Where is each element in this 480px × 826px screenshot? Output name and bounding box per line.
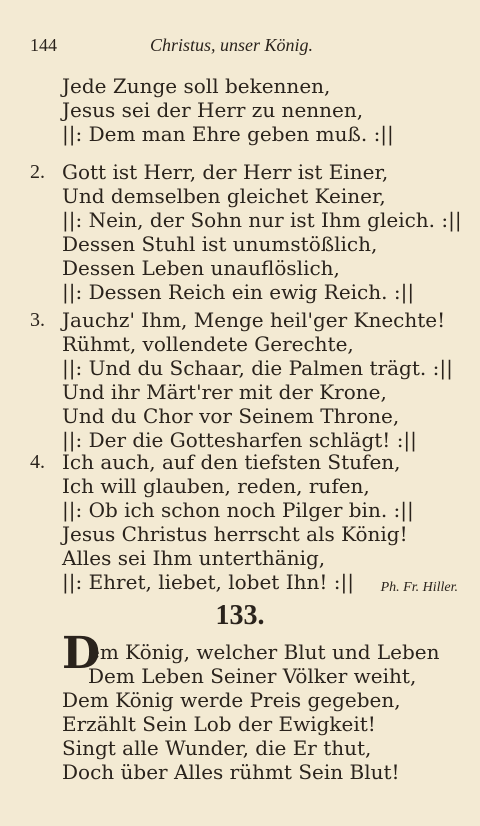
page-number: 144 [30, 35, 57, 55]
verse-line: Erzählt Sein Lob der Ewigkeit! [62, 712, 376, 736]
verse-line: ||: Ob ich schon noch Pilger bin. :|| [62, 498, 414, 522]
verse-2 [30, 160, 460, 304]
verse-line: Jesus sei der Herr zu nennen, [62, 98, 364, 122]
verse-line: Singt alle Wunder, die Er thut, [62, 736, 372, 760]
verse-line: ||: Ehret, liebet, lobet Ihn! :|| [62, 570, 354, 594]
verse-line: Ich will glauben, reden, rufen, [62, 474, 370, 498]
running-head: Christus, unser König. [150, 35, 314, 55]
verse-3 [30, 308, 460, 452]
verse-line: ||: Der die Gottesharfen schlägt! :|| [62, 428, 417, 452]
verse-line: ||: Dem man Ehre geben muß. :|| [62, 122, 394, 146]
hymn-133-verse-1 [30, 640, 460, 784]
drop-cap: D [62, 628, 101, 679]
verse-line: Dem Leben Seiner Völker weiht, [88, 664, 417, 688]
author-attribution: Ph. Fr. Hiller. [380, 580, 458, 595]
verse-line: 3. Jauchz' Ihm, Menge heil'ger Knechte! [30, 308, 446, 332]
page-header [30, 35, 450, 59]
verse-line: Und du Chor vor Seinem Throne, [62, 404, 400, 428]
verse-line: Jesus Christus herrscht als König! [62, 522, 408, 546]
verse-line: Und ihr Märt'rer mit der Krone, [62, 380, 387, 404]
verse-4 [30, 450, 460, 594]
verse-line: ||: Und du Schaar, die Palmen trägt. :|| [62, 356, 453, 380]
hymn-number: 133. [215, 600, 265, 631]
verse-line: Dessen Leben unauflöslich, [62, 256, 340, 280]
verse-line: 4. Ich auch, auf den tiefsten Stufen, [30, 450, 401, 474]
verse-line: Rühmt, vollendete Gerechte, [62, 332, 354, 356]
verse-number: 2. [30, 161, 45, 183]
verse-number: 3. [30, 309, 45, 331]
verse-line: Doch über Alles rühmt Sein Blut! [62, 760, 400, 784]
verse-line: Dem König werde Preis gegeben, [62, 688, 401, 712]
stanza-1-continuation [30, 74, 460, 146]
verse-line: 2. Gott ist Herr, der Herr ist Einer, [30, 160, 389, 184]
verse-line: Jede Zunge soll bekennen, [62, 74, 331, 98]
verse-line: Dessen Stuhl ist unumstößlich, [62, 232, 378, 256]
verse-number: 4. [30, 451, 45, 473]
verse-line: Alles sei Ihm unterthänig, [62, 546, 326, 570]
verse-line: ||: Nein, der Sohn nur ist Ihm gleich. :|| [62, 208, 462, 232]
verse-line: ||: Dessen Reich ein ewig Reich. :|| [62, 280, 415, 304]
verse-line: Und demselben gleichet Keiner, [62, 184, 386, 208]
verse-line: em König, welcher Blut und Leben [88, 640, 440, 664]
